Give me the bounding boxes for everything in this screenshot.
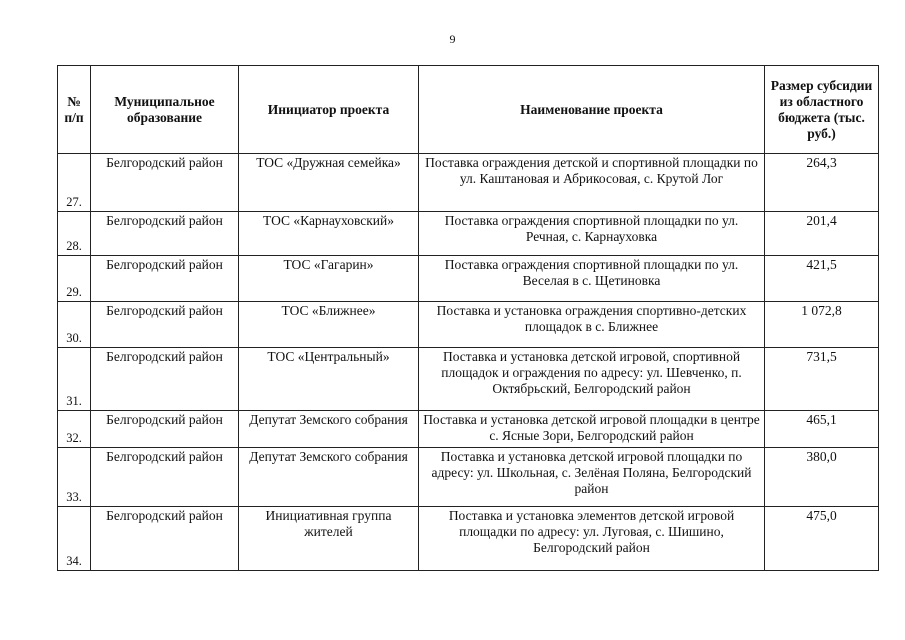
- table-header-row: [58, 66, 879, 154]
- row-project: Поставка ограждения спортивной площадки по ул. Веселая в с. Щетиновка: [419, 256, 765, 302]
- row-municipality: Белгородский район: [91, 348, 239, 411]
- row-municipality: Белгородский район: [91, 411, 239, 448]
- row-num: 29.: [58, 256, 91, 302]
- row-project: Поставка и установка детской игровой площадки в центре с. Ясные Зори, Белгородский район: [419, 411, 765, 448]
- table-row: [58, 212, 879, 256]
- header-amount: Размер субсидии из областного бюджета (тыс. руб.): [765, 66, 879, 154]
- row-initiator: Инициативная группа жителей: [239, 507, 419, 571]
- row-initiator: ТОС «Центральный»: [239, 348, 419, 411]
- table-row: [58, 348, 879, 411]
- header-initiator: Инициатор проекта: [239, 66, 419, 154]
- row-amount: 475,0: [765, 507, 879, 571]
- header-num: № п/п: [58, 66, 91, 154]
- row-project: Поставка и установка детской игровой, спортивной площадок и ограждения по адресу: ул. Шевченко, п. Октябрьский, Белгородский район: [419, 348, 765, 411]
- row-municipality: Белгородский район: [91, 302, 239, 348]
- row-num: 31.: [58, 348, 91, 411]
- row-amount: 1 072,8: [765, 302, 879, 348]
- table-row: [58, 448, 879, 507]
- page-number: 9: [449, 32, 456, 46]
- row-num: 33.: [58, 448, 91, 507]
- row-num: 27.: [58, 154, 91, 212]
- row-project: Поставка и установка элементов детской игровой площадки по адресу: ул. Луговая, с. Шишино, Белгородский район: [419, 507, 765, 571]
- row-amount: 731,5: [765, 348, 879, 411]
- row-num: 30.: [58, 302, 91, 348]
- row-amount: 465,1: [765, 411, 879, 448]
- row-num: 28.: [58, 212, 91, 256]
- table-row: [58, 507, 879, 571]
- row-project: Поставка и установка детской игровой площадки по адресу: ул. Школьная, с. Зелёная Поляна, Белгородский район: [419, 448, 765, 507]
- header-municipality: Муниципальное образование: [91, 66, 239, 154]
- row-project: Поставка ограждения детской и спортивной площадки по ул. Каштановая и Абрикосовая, с. Крутой Лог: [419, 154, 765, 212]
- row-initiator: ТОС «Карнауховский»: [239, 212, 419, 256]
- table-row: [58, 302, 879, 348]
- table-row: [58, 411, 879, 448]
- subsidy-table: [57, 65, 879, 571]
- row-project: Поставка ограждения спортивной площадки по ул. Речная, с. Карнауховка: [419, 212, 765, 256]
- row-initiator: Депутат Земского собрания: [239, 448, 419, 507]
- row-amount: 264,3: [765, 154, 879, 212]
- row-municipality: Белгородский район: [91, 256, 239, 302]
- row-amount: 380,0: [765, 448, 879, 507]
- row-project: Поставка и установка ограждения спортивно-детских площадок в с. Ближнее: [419, 302, 765, 348]
- table-row: [58, 256, 879, 302]
- row-initiator: Депутат Земского собрания: [239, 411, 419, 448]
- row-municipality: Белгородский район: [91, 154, 239, 212]
- row-municipality: Белгородский район: [91, 507, 239, 571]
- row-initiator: ТОС «Гагарин»: [239, 256, 419, 302]
- row-initiator: ТОС «Ближнее»: [239, 302, 419, 348]
- row-initiator: ТОС «Дружная семейка»: [239, 154, 419, 212]
- row-municipality: Белгородский район: [91, 448, 239, 507]
- table-row: [58, 154, 879, 212]
- row-amount: 421,5: [765, 256, 879, 302]
- row-num: 34.: [58, 507, 91, 571]
- row-municipality: Белгородский район: [91, 212, 239, 256]
- header-project-name: Наименование проекта: [419, 66, 765, 154]
- row-num: 32.: [58, 411, 91, 448]
- row-amount: 201,4: [765, 212, 879, 256]
